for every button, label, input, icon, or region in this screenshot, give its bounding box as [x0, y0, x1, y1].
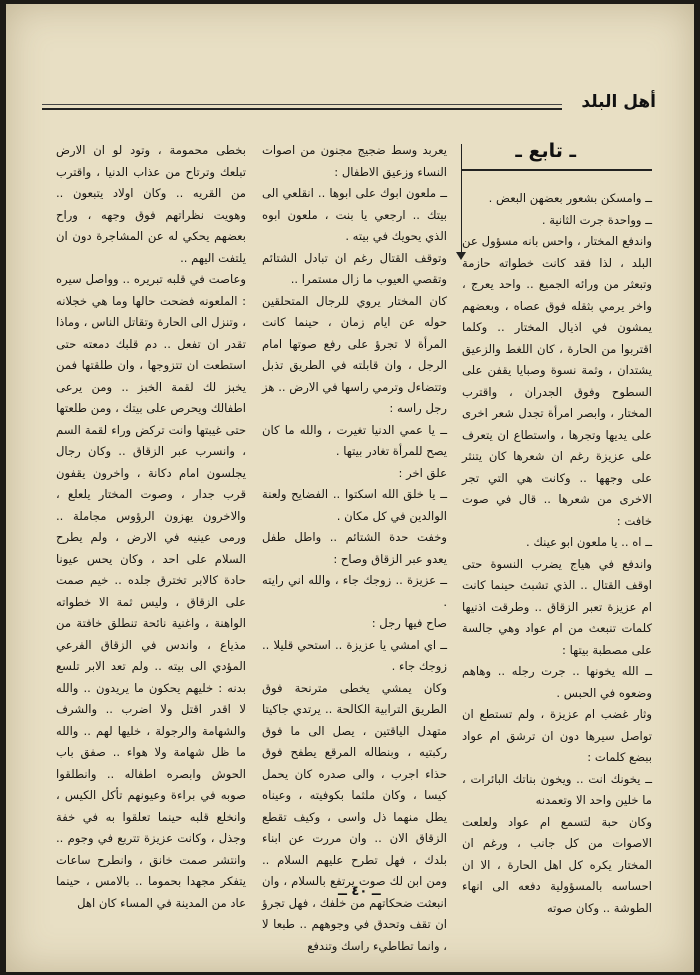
- paragraph: ــ اه .. يا ملعون ابو عينك .: [526, 535, 652, 549]
- paragraph: صاح فيها رجل :: [371, 616, 447, 630]
- paragraph: ــ يخونك انت .. ويخون بناتك البائرات ، ما خلين واحد الا وتعمدنه: [462, 771, 652, 807]
- paragraph: ــ ملعون ابوك على ابوها .. انقلعي الى بيتك .. ارجعي يا بنت ، ملعون ابوه الذي يحويك في بيته .: [262, 186, 447, 243]
- paragraph: وكان حبة لتسمع ام عواد ولعلعت الاصوات من كل جانب ، ورغم ان المختار يكره كل اهل الحارة ، الا ان احساسه بالمسؤولية دفعه الى انهاء الطوشة .. وكان صوته: [462, 814, 652, 915]
- paragraph: يعربد وسط ضجيج مجنون من اصوات النساء وزعيق الاطفال :: [262, 143, 447, 179]
- paragraph: ــ عزيزة .. زوجك جاء ، والله اني رايته .: [262, 573, 447, 609]
- paragraph: واندفع في هياج يضرب النسوة حتى اوقف القتال .. الذي تشبث حينما كانت ام عزيزة تعبر الزقاق .. وطرقت اذنيها كلمات تنبعث من ام عواد وهي جالسة على مصطبة بيتها :: [462, 556, 652, 657]
- paragraph: ــ يا خلق الله اسكتوا .. الفضايح ولعنة الوالدين في كل مكان .: [262, 487, 447, 523]
- paragraph: علق اخر :: [398, 465, 447, 480]
- paragraph: ــ وامسكن بشعور بعضهن البعض .: [488, 191, 652, 205]
- paragraph: وتوقف القتال رغم ان تبادل الشتائم وتقصي العيوب ما زال مستمرا ..: [262, 250, 447, 286]
- paragraph: ــ الله يخونها .. جرت رجله .. وهاهم وضعوه في الحبس .: [462, 664, 652, 700]
- text-column-middle: [262, 140, 447, 957]
- paragraph: بخطى محمومة ، وتود لو ان الارض تبلعك وترتاح من عذاب الدنيا ، واقترب من القريه .. وكان اولاد يتبعون .. وهويت نظراتهم فوق وجهه ، وراح بعضهم يحكي له عن المشاجرة دون ان يلتفت اليهم ..: [56, 143, 246, 265]
- paragraph: كان المختار يروي للرجال المتحلقين حوله عن ايام زمان ، حينما كانت المرأة لا تجرؤ على رفع صوتها امام الرجل ، وان قابلته في الطريق تذبل وتتضاءل وترمي راسها في الارض .. هز رجل راسه :: [262, 293, 447, 415]
- paragraph: وعاصت في قلبه تبريره .. وواصل سيره : الملعونه فضحت حالها وما هي خجلانه ، وتنزل الى الحارة وتقاتل الناس ، وماذا تقدر ان تفعل .. دم قلبك دمعته حتى استطعت ان تتزوجها ، وان طلقتها فمن يخبز لك لقمة الخبز .. ومن يرعى اطفالك ويحرص على بيتك ، ومن طلعتها حتى غيبتها وانت تركض وراء لقمة السم ، وانسرب عبر الزقاق .. وكان رجال يجلسون امام دكانة ، واخرون يقفون قرب جدار ، وصوت المختار يلعلع ، والاخرون يهزون الرؤوس مجاملة .. ورمى عينيه في الارض ، ولم يطرح السلام على احد ، وكان يحس عيونا حادة كالابر تخترق جلده .. خيم صمت على الزقاق ، وليس ثمة الا خطواته الواهنة ، واغنية نائحة تنطلق خافتة من مذياع ، واندس في الزقاق الفرعي المؤدي الى بيته .. ولم تعد الابر تلسع بدنه : خليهم يحكون ما يريدون .. والله لا اقدر اقتل ولا اضرب .. والشرف والشهامة والرجولة ، خليها لهم .. والله ما ظل شهامة ولا هواء .. صفق باب الحوش وابصره اطفاله .. وانطلقوا صوبه في براءة وعيونهم تأكل الكيس ، وانخلع قلبه حينما تعلقوا به في خفة وجذل ، وكانت عزيزة تتربع في وجوم .. وانتشر صمت خانق ، وانطرح ساعات يتفكر مجهدا بحموما .. بالامس ، حينما عاد من المدينة في المساء كان اهل: [56, 272, 246, 910]
- paragraph: وكان يمشي يخطى مترنحة فوق الطريق الترابية الكالحة .. يرتدي جاكيتا متهدل الياقتين ، يصل الى ما فوق ركبتيه ، وبنطاله المرقع يطفح فوق حذاء اجرب ، والى صدره كان يحمل كيسا ، وكان ملثما بكوفيته ، وعيناه يطل منهما ذل واسى ، وكيف تقطع الزقاق الان .. وان مررت عن ابناء بلدك ، فهل تطرح عليهم السلام .. ومن ابن لك صوت يرتفع بالسلام ، وان انبعثت ضحكاتهم من خلفك ، فهل تجرؤ ان تقف وتحدق في وجوههم .. طبعا لا ، وانما تطاطيء راسك وتندفع: [262, 680, 447, 953]
- magazine-page: [6, 4, 694, 972]
- paragraph: ــ اي امشي يا عزيزة .. استحي قليلا .. زوجك جاء .: [262, 637, 447, 673]
- paragraph: واندفع المختار ، واحس بانه مسؤول عن البلد ، لذا فقد كانت خطواته حازمة وتبعثر من ورائه الجميع .. واحد يعرج ، واخر يرمي بثقله فوق عصاه ، وبعضهم يمشون في اذيال المختار .. وكلما اقتربوا من الحارة ، كان اللغط والزعيق يشتدان ، وثمة نسوة وصبايا يقفن على السطوح وفوق الجدران ، واقترب المختار ، وابصر امرأة تجدل شعر اخرى على يديها وتجرها ، واستطاع ان يتعرف على عزيزة رغم ان شعرها كان يتنثر على وجهها .. وكانت هي التي تجر الاخرى من شعرها .. قال في صوت خافت :: [462, 234, 652, 528]
- continued-label: ـ تابع ـ: [515, 140, 576, 162]
- paragraph: وخفت حدة الشتائم .. واطل طفل يعدو عبر الزقاق وصاح :: [262, 530, 447, 566]
- text-column-left: [56, 140, 246, 914]
- text-column-right: [462, 188, 652, 919]
- paragraph: ــ يا عمي الدنيا تغيرت ، والله ما كان يصح للمرأة تغادر بيتها .: [262, 422, 447, 458]
- paragraph: ــ وواحدة جرت الثانية .: [541, 212, 652, 227]
- paragraph: وثار غضب ام عزيزة ، ولم تستطع ان تواصل سيرها دون ان ترشق ام عواد ببضع كلمات :: [462, 707, 652, 764]
- header-rule-thin: [42, 104, 562, 105]
- page-number: ــ ٤٠ ــ: [338, 884, 381, 899]
- continued-rule: [462, 169, 652, 171]
- header-rule: [42, 108, 562, 110]
- section-title: أهل البلد: [581, 92, 656, 112]
